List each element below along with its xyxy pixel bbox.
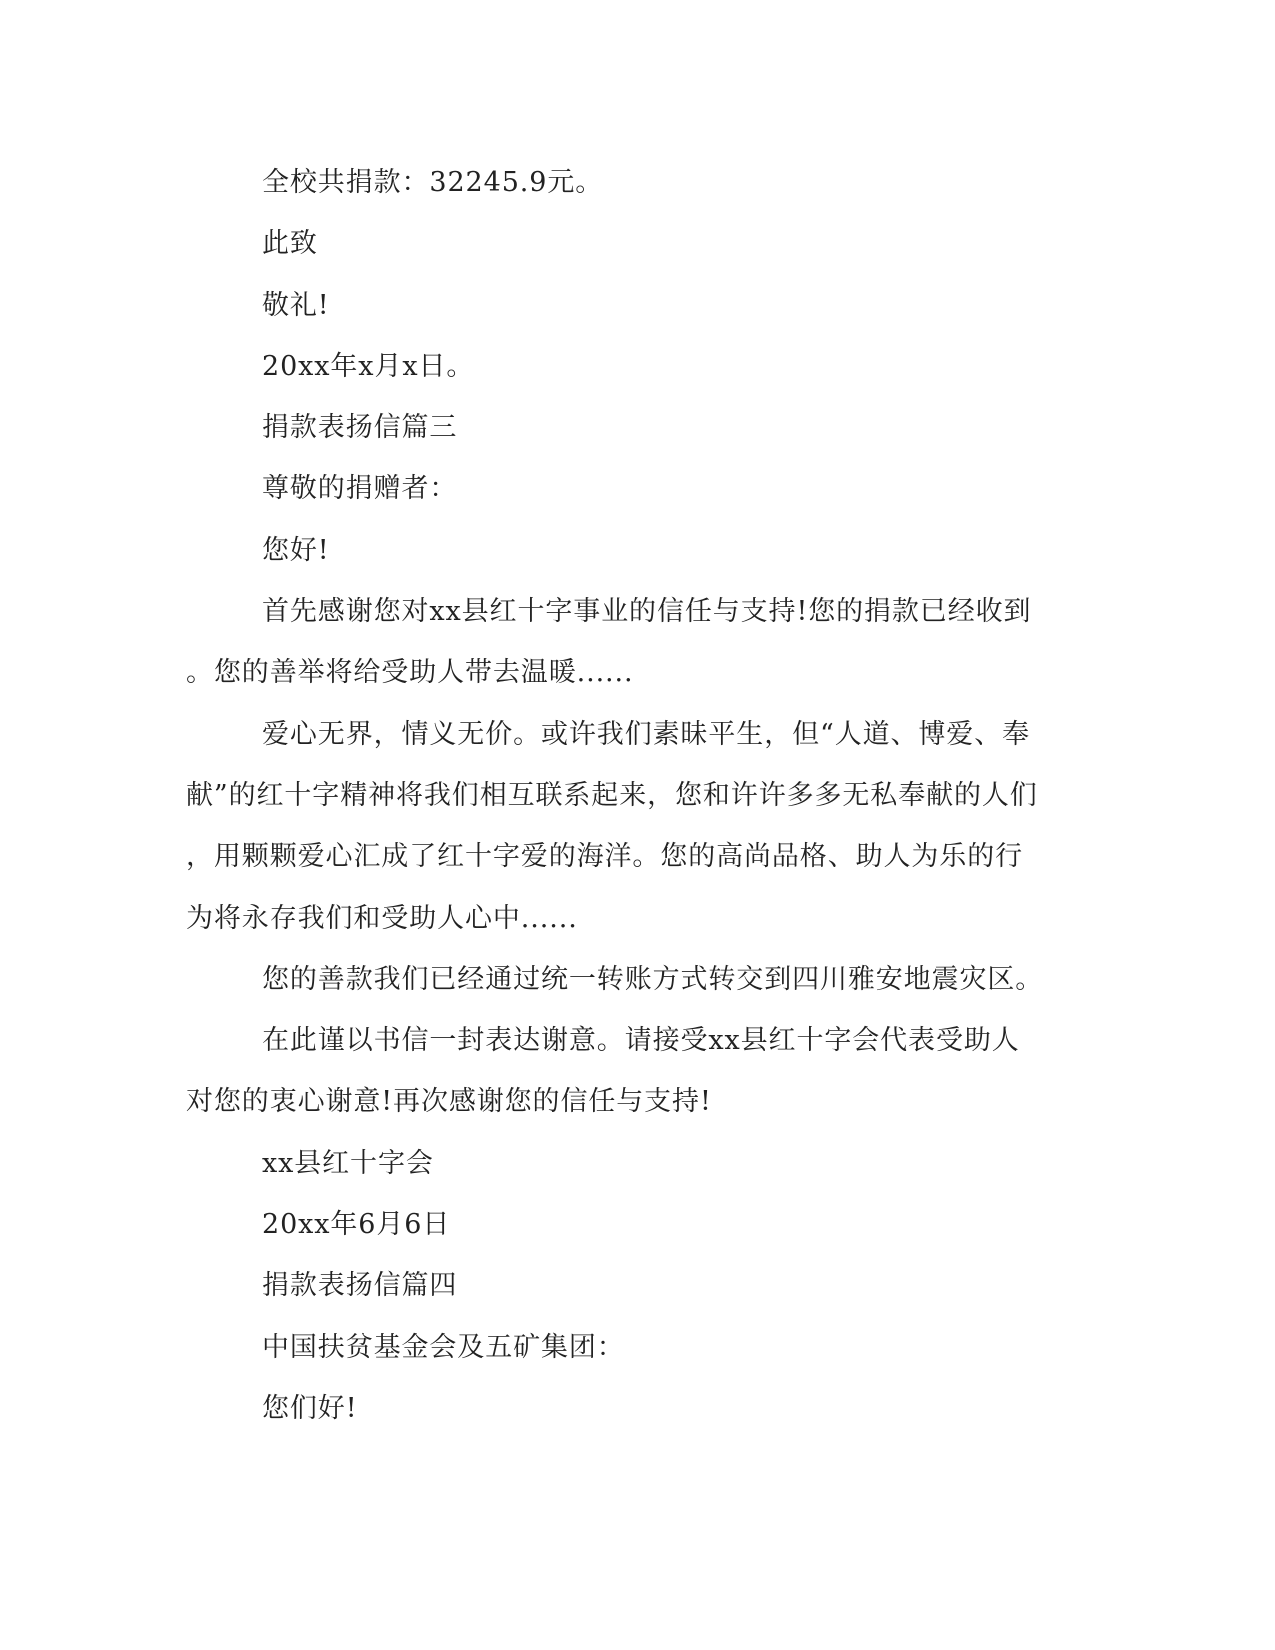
paragraph-line: 在此谨以书信一封表达谢意。请接受xx县红十字会代表受助人 (262, 1025, 1020, 1057)
paragraph-line: 爱心无界，情义无价。或许我们素昧平生，但“人道、博爱、奉 (262, 718, 1031, 750)
paragraph-line: 首先感谢您对xx县红十字事业的信任与支持!您的捐款已经收到 (262, 596, 1032, 628)
signature-line: xx县红十字会 (262, 1147, 434, 1179)
paragraph-line: 献”的红十字精神将我们相互联系起来，您和许许多多无私奉献的人们 (186, 779, 1038, 811)
hello-line: 您们好! (262, 1392, 358, 1424)
letter-date-line: 20xx年x月x日。 (262, 350, 475, 382)
paragraph-line: 对您的衷心谢意!再次感谢您的信任与支持! (186, 1086, 712, 1118)
paragraph-line: 。您的善举将给受助人带去温暖...... (186, 657, 634, 689)
document-body (186, 163, 1066, 1450)
donation-total-line: 全校共捐款：32245.9元。 (262, 167, 604, 198)
signature-date-line: 20xx年6月6日 (262, 1209, 451, 1241)
closing-respect-line: 敬礼! (262, 289, 330, 321)
closing-salutation-line: 此致 (262, 228, 318, 260)
section-heading-four: 捐款表扬信篇四 (262, 1270, 458, 1302)
paragraph-line: ，用颗颗爱心汇成了红十字爱的海洋。您的高尚品格、助人为乐的行 (186, 841, 1023, 873)
section-heading-three: 捐款表扬信篇三 (262, 412, 458, 444)
hello-line: 您好! (262, 534, 330, 566)
paragraph-line: 您的善款我们已经通过统一转账方式转交到四川雅安地震灾区。 (262, 963, 1044, 995)
recipient-greeting-line: 尊敬的捐赠者： (262, 473, 458, 505)
recipient-greeting-line: 中国扶贫基金会及五矿集团： (262, 1331, 625, 1363)
paragraph-line: 为将永存我们和受助人心中...... (186, 902, 578, 934)
